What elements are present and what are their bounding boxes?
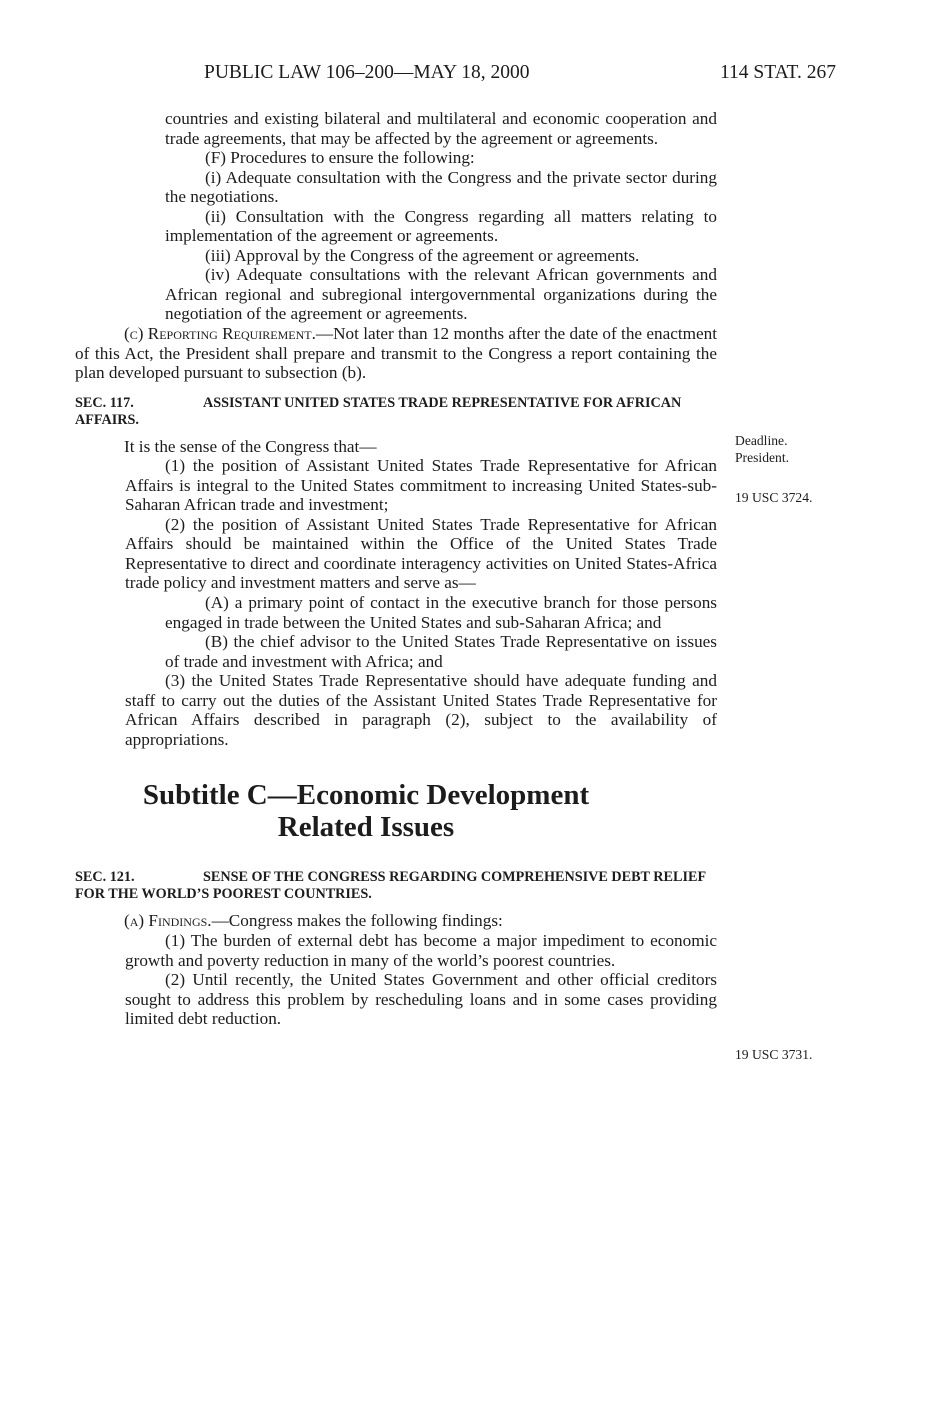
margin-note-usc: 19 USC 3731. <box>735 1047 813 1062</box>
finding-2 <box>75 970 717 1029</box>
section-title: SENSE OF THE CONGRESS REGARDING COMPREHENSIVE DEBT RELIEF FOR THE WORLD’S POOREST COUNTRIES. <box>75 869 706 903</box>
paragraph-text: (1) the position of Assistant United States Trade Representative for African Affairs is integral to the United States commitment to increasing United States-sub-Saharan African trade and investment; <box>125 456 717 515</box>
margin-note-deadline: Deadline. <box>735 433 788 448</box>
subtitle-line: Related Issues <box>277 811 455 844</box>
subsection-heading: (c) Reporting Requirement. <box>124 324 316 344</box>
subtitle-heading <box>75 779 717 843</box>
paragraph-text: (iii) Approval by the Congress of the agreement or agreements. <box>205 245 640 265</box>
sense-intro <box>75 437 717 457</box>
paragraph-text: countries and existing bilateral and multilateral and economic cooperation and trade agreements, that may be affected by the agreement or agreements. <box>165 109 717 148</box>
paragraph-text: (i) Adequate consultation with the Congress and the private sector during the negotiations. <box>165 167 717 207</box>
paragraph-text: (F) Procedures to ensure the following: <box>205 148 475 168</box>
clause-ii <box>75 207 717 246</box>
section-number: SEC. 121. <box>75 869 135 886</box>
paragraph-continuation <box>75 109 717 148</box>
subparagraph-b <box>75 632 717 671</box>
section-number: SEC. 117. <box>75 394 134 411</box>
paragraph-text: (2) the position of Assistant United States Trade Representative for African Affairs should be maintained within the Office of the United States Trade Representative to direct and coordinate interagency activities on United States-Africa trade policy and investment matters and serve as— <box>125 514 717 593</box>
paragraph-text: (B) the chief advisor to the United States Trade Representative on issues of trade and investment with Africa; and <box>165 632 717 671</box>
section-title: ASSISTANT UNITED STATES TRADE REPRESENTATIVE FOR AFRICAN AFFAIRS. <box>75 394 682 428</box>
paragraph-3 <box>75 671 717 749</box>
paragraph-1 <box>75 456 717 515</box>
subtitle-line: Subtitle C—Economic Development <box>142 779 590 812</box>
paragraph-text: (iv) Adequate consultations with the relevant African governments and African regional and subregional intergovernmental organizations during the negotiation of the agreement or agreements. <box>165 265 717 324</box>
subsection-heading: (a) Findings. <box>124 911 212 931</box>
running-header: PUBLIC LAW 106–200—MAY 18, 2000 <box>204 62 530 83</box>
paragraph-text: (2) Until recently, the United States Government and other official creditors sought to address this problem by rescheduling loans and in some cases providing limited debt reduction. <box>125 970 717 1029</box>
subsection-a <box>75 911 717 931</box>
paragraph-text: —Congress makes the following findings: <box>211 911 503 931</box>
paragraph-2 <box>75 515 717 593</box>
clause-iii <box>75 246 717 266</box>
subparagraph-a <box>75 593 717 632</box>
paragraph-text: (1) The burden of external debt has become a major impediment to economic growth and poverty reduction in many of the world’s poorest countries. <box>125 930 717 970</box>
finding-1 <box>75 931 717 970</box>
paragraph-text: (A) a primary point of contact in the executive branch for those persons engaged in trade between the United States and sub-Saharan Africa; and <box>165 593 717 632</box>
margin-note-usc: 19 USC 3724. <box>735 490 813 505</box>
page-citation: 114 STAT. 267 <box>720 62 836 83</box>
margin-note-president: President. <box>735 450 789 465</box>
paragraph-text: (ii) Consultation with the Congress regarding all matters relating to implementation of the agreement or agreements. <box>165 206 717 246</box>
section-117-heading <box>75 395 717 429</box>
section-121-heading <box>75 869 717 903</box>
paragraph-text: (3) the United States Trade Representative should have adequate funding and staff to carry out the duties of the Assistant United States Trade Representative for African Affairs described in paragraph (2), subject to the availability of appropriations. <box>125 671 717 749</box>
clause-i <box>75 168 717 207</box>
paragraph-text: —Not later than 12 months after the date of the enactment of this Act, the President shall prepare and transmit to the Congress a report containing the plan developed pursuant to subsection (b). <box>75 324 717 383</box>
subsection-c <box>75 324 717 383</box>
subparagraph-f <box>75 148 717 168</box>
paragraph-text: It is the sense of the Congress that— <box>124 436 377 456</box>
clause-iv <box>75 265 717 324</box>
body-text <box>75 109 717 1029</box>
